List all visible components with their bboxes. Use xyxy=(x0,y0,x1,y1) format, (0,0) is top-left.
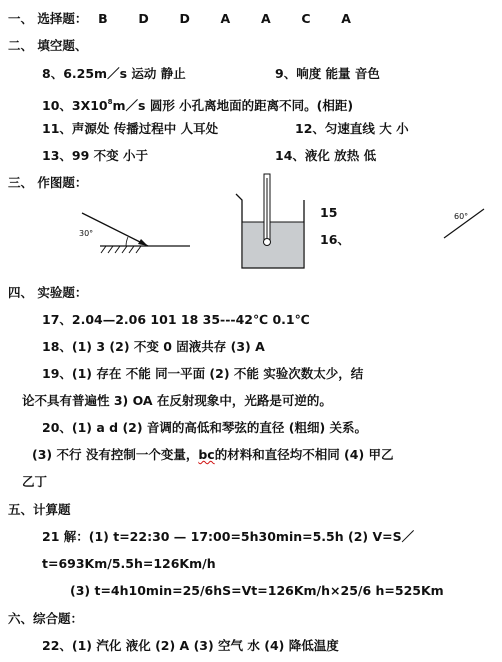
answer-q18: 18、(1) 3 (2) 不变 0 固液共存 (3) A xyxy=(42,339,265,354)
answer-q10 xyxy=(42,94,353,114)
mirror-hatching xyxy=(101,246,141,253)
section-title-fill: 二、 填空题、 xyxy=(8,38,88,53)
answer-q21-line3: (3) t=4h10min=25/6hS=Vt=126Km/h×25/6 h=525Km xyxy=(70,583,444,598)
section-title-calculation: 五、计算题 xyxy=(8,502,71,517)
answer-q20-line1: 20、(1) a d (2) 音调的高低和琴弦的直径 (粗细) 关系。 xyxy=(42,420,368,435)
mirror-reflection-diagram xyxy=(70,203,230,263)
beaker-thermometer-diagram xyxy=(230,170,310,270)
choice-row xyxy=(8,11,351,27)
angle-arc xyxy=(126,237,128,246)
answer-q17-18: 17、2.04—2.06 101 18 35---42℃ 0.1℃ xyxy=(42,312,310,327)
angle-label-60: 60° xyxy=(454,212,469,221)
section-title-experiment: 四、 实验题： xyxy=(8,285,88,300)
answer-q13: 13、99 不变 小于 xyxy=(42,148,148,163)
beaker-liquid xyxy=(243,222,303,268)
answer-q21-line2: t=693Km/5.5h=126Km/h xyxy=(42,556,216,571)
answer-q22: 22、(1) 汽化 液化 (2) A (3) 空气 水 (4) 降低温度 xyxy=(42,638,339,653)
answer-q12: 12、匀速直线 大 小 xyxy=(295,121,409,136)
angle-label-30: 30° xyxy=(79,229,94,238)
section-title-choice: 一、 选择题： xyxy=(8,11,88,26)
section-title-comprehensive: 六、综合题： xyxy=(8,611,84,626)
answer-q19-line2: 论不具有普遍性 3) OA 在反射现象中，光路是可逆的。 xyxy=(22,393,332,408)
answer-q9: 9、响度 能量 音色 xyxy=(275,66,380,81)
answer-q20-line3: 乙丁 xyxy=(22,474,48,489)
choice-answer-1: B xyxy=(98,11,108,26)
answer-q11: 11、声源处 传播过程中 人耳处 xyxy=(42,121,219,136)
choice-answer-5: A xyxy=(260,11,271,26)
ray-arrowhead xyxy=(138,239,148,246)
answer-q14: 14、液化 放热 低 xyxy=(275,148,377,163)
answer-q20-line2 xyxy=(32,447,394,463)
answer-q16: 16、 xyxy=(320,232,350,247)
answer-q19-line1: 19、(1) 存在 不能 同一平面 (2) 不能 实验次数太少，结 xyxy=(42,366,364,381)
answer-q20-bc: bc xyxy=(198,447,215,462)
thermometer-bulb xyxy=(264,239,271,246)
section-title-drawing: 三、 作图题： xyxy=(8,175,88,190)
choice-answer-4: A xyxy=(220,11,231,26)
choice-answer-7: A xyxy=(341,11,351,26)
choice-answer-3: D xyxy=(179,11,190,26)
answer-q15: 15 xyxy=(320,205,338,220)
answer-q20-line2-pre: (3) 不行 没有控制一个变量， xyxy=(32,447,199,462)
choice-answer-2: D xyxy=(138,11,149,26)
choice-answer-6: C xyxy=(301,11,311,26)
angled-ray-diagram xyxy=(440,205,490,245)
answer-q8: 8、6.25m／s 运动 静止 xyxy=(42,66,186,81)
answer-q10-post: m／s 圆形 小孔离地面的距离不同。(相距) xyxy=(112,98,354,113)
answer-q10-pre: 10、3X10 xyxy=(42,98,108,113)
answer-q10-sup: 8 xyxy=(107,98,113,106)
answer-q20-line2-post: 的材料和直径均不相同 (4) 甲乙 xyxy=(214,447,394,462)
answer-q21-line1: 21 解：(1) t=22:30 — 17:00=5h30min=5.5h (2) V=S／ xyxy=(42,529,415,544)
